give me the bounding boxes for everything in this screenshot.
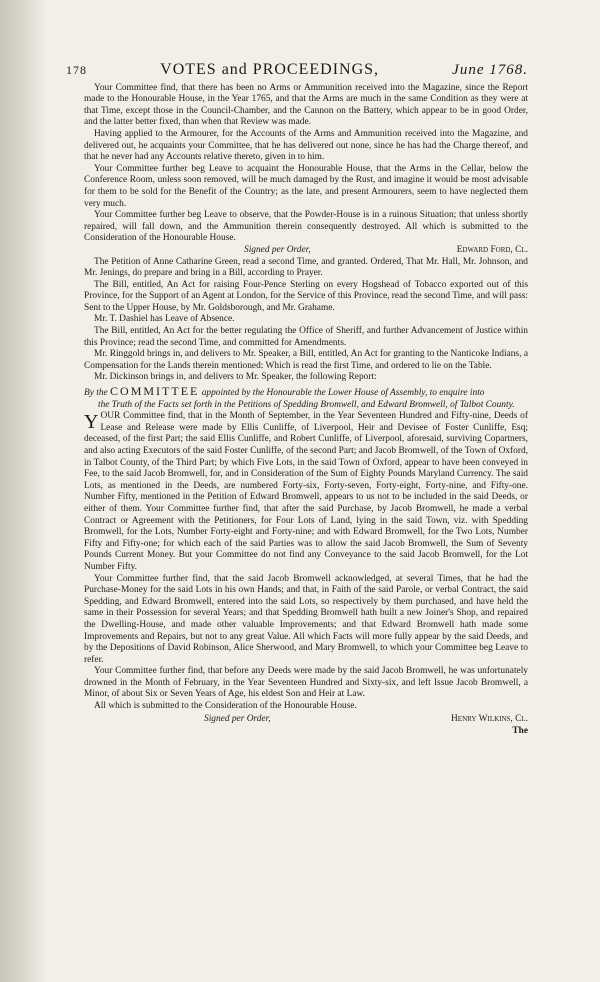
proceeding-entry: Mr. Ringgold brings in, and delivers to Mr. Speaker, a Bill, entitled, An Act for granting to the Nanticoke Indians, a Compensation for the Lands therein mentioned: Which is read the first Time, and ordered to lie on the Table.: [84, 349, 528, 371]
running-title: VOTES and PROCEEDINGS,: [160, 61, 380, 78]
signature-block-2: [84, 714, 528, 726]
proceeding-entry: The Petition of Anne Catharine Green, read a second Time, and granted. Ordered, That Mr. Hall, Mr. Johnson, and Mr. Jenings, do prepare and bring in a Bill, according to Prayer.: [84, 256, 528, 279]
signed-per-order: Signed per Order,: [244, 244, 311, 255]
committee-word: COMMITTEE: [110, 384, 200, 399]
proceeding-entry: Mr. Dickinson brings in, and delivers to Mr. Speaker, the following Report:: [94, 372, 377, 383]
proceeding-entry: Mr. T. Dashiel has Leave of Absence.: [94, 314, 235, 325]
signed-per-order-2: Signed per Order,: [204, 713, 271, 724]
proceeding-entry: The Bill, entitled, An Act for raising Four-Pence Sterling on every Hogshead of Tobacco exported out of this Province, for the Support of an Agent at London, for the Service of this Province, read the second Time, and will pass: Sent to the Upper House, by Mr. Goldsborough, and Mr. Grahame.: [84, 279, 528, 313]
committee-by: By the: [84, 388, 108, 399]
paragraph: Having applied to the Armourer, for the Accounts of the Arms and Ammunition received into the Magazine, and delivered out, he acquaints your Committee, that he has delivered out none, since he has had the Charge thereof, and that he never had any Accounts relative thereto, given in to him.: [84, 128, 528, 163]
document-page: [66, 61, 528, 738]
page-number: 178: [66, 63, 87, 77]
report-paragraph: Your Committee further find, that the said Jacob Bromwell acknowledged, at several Times, that he had the Purchase-Money for the said Lots in his own Hands; and that, in Faith of the said Parole, or verbal Contract, the said Spedding, and Edward Bromwell, entered into the said Lots, so respectively by them purchased, and have held the same in their Possession for several Years; and that Spedding Bromwell hath built a new Joiner's Shop, and repaired the Dwelling-House, and made other valuable Improvements; and that Edward Bromwell hath made some Improvements and Repairs, but not to any great Value. All which Facts will more fully appear by the said Deeds, and by the Depositions of David Robinson, Alice Sherwood, and Mary Bromwell, to which your Committee beg Leave to refer.: [84, 573, 528, 665]
drop-cap: Y: [84, 411, 99, 434]
report-text: OUR Committee find, that in the Month of September, in the Year Seventeen Hundred and Fifty-nine, Deeds of Lease and Release were made by Ellis Cunliffe, of Liverpool, Heir and Devisee of Foster Cunliffe, Esq; deceased, of the first Part; the said Ellis Cunliffe, and Robert Cunliffe, of Liverpool, aforesaid, surviving Copartners, and also acting Executors of the said Foster Cunliffe, of the second Part; and Jacob Bromwell, of the Town of Oxford, in Talbot County, of the Third Part; by which Five Lots, in the said Town of Oxford, appear to have been conveyed in Fee, to the said Jacob Bromwell, for, and in Consideration of the Sum of Eighty Pounds Maryland Currency. The said Lots, as mentioned in the Deeds, are numbered Forty-six, Forty-seven, Forty-eight, Forty-nine, and Fifty-one. Number Fifty, mentioned in the Petition of Edward Bromwell, appears to us not to be included in the said Deeds, or either of them. Your Committee further find, that after the said Purchase, by Jacob Bromwell, he made a verbal Contract or Agreement with the Petitioners, for Four Lots of Land, lying in the said Town, viz. with Spedding Bromwell, for the Lots, Number Forty-eight and Forty-nine; and with Edward Bromwell, for the Two Lots, Number Fifty and Fifty-one; for which each of the said Parties was to allow the said Jacob Bromwell, the Sum of Seventy Pounds Current Money. But your Committee do not find any Conveyance to the said Jacob Bromwell, for the Lot Number Fifty.: [84, 411, 528, 572]
report-first-paragraph: [84, 411, 528, 573]
running-date: June 1768.: [452, 62, 528, 78]
paragraph: Your Committee find, that there has been no Arms or Ammunition received into the Magazine, since the Report made to the Honourable House, in the Year 1765, and that the Arms are much in the same Condition as they were at that Time, except those in the Council-Chamber, and the Cannon on the Battery, which appear to be in good Order, and the latter better fixed, than when that Review was made.: [84, 82, 528, 128]
clerk-name: Edward Ford, Cl.: [456, 244, 528, 255]
paragraph: Your Committee further beg Leave to acquaint the Honourable House, that the Arms in the Cellar, below the Conference Room, unless soon removed, will be much damaged by the Rust, and imagine it would be most advisable for them to be sold for the Benefit of the Country; as the late, and present Armourers, seem to have neglected them very much.: [84, 163, 528, 209]
paragraph: Your Committee further beg Leave to observe, that the Powder-House is in a ruinous Situation; that unless shortly repaired, will fall down, and the Ammunition therein consequently destroyed. All which is submitted to the Consideration of the Honourable House.: [84, 210, 528, 244]
page-header: [66, 61, 528, 78]
committee-subtitle: the Truth of the Facts set forth in the Petitions of Spedding Bromwell, and Edward Bromwell, of Talbot County.: [98, 399, 515, 410]
report-paragraph: Your Committee further find, that before any Deeds were made by the said Jacob Bromwell, he was unfortunately drowned in the Month of February, in the Year Seventeen Hundred and Sixty-six, and left Issue Jacob Bromwell, a Minor, of about Six or Seven Years of Age, his eldest Son and Heir at Law.: [84, 666, 528, 700]
committee-rest: appointed by the Honourable the Lower House of Assembly, to enquire into: [201, 388, 485, 399]
page-binding-shadow: [0, 0, 46, 982]
signature-block: [84, 245, 528, 257]
proceeding-entry: The Bill, entitled, An Act for the better regulating the Office of Sheriff, and further Advancement of Justice within this Province; read the second Time, and committed for Amendments.: [84, 326, 528, 348]
catchword: The: [512, 726, 528, 737]
report-paragraph: All which is submitted to the Consideration of the Honourable House.: [94, 701, 357, 712]
committee-heading: [84, 386, 528, 411]
clerk-name-2: Henry Wilkins, Cl.: [451, 713, 528, 724]
